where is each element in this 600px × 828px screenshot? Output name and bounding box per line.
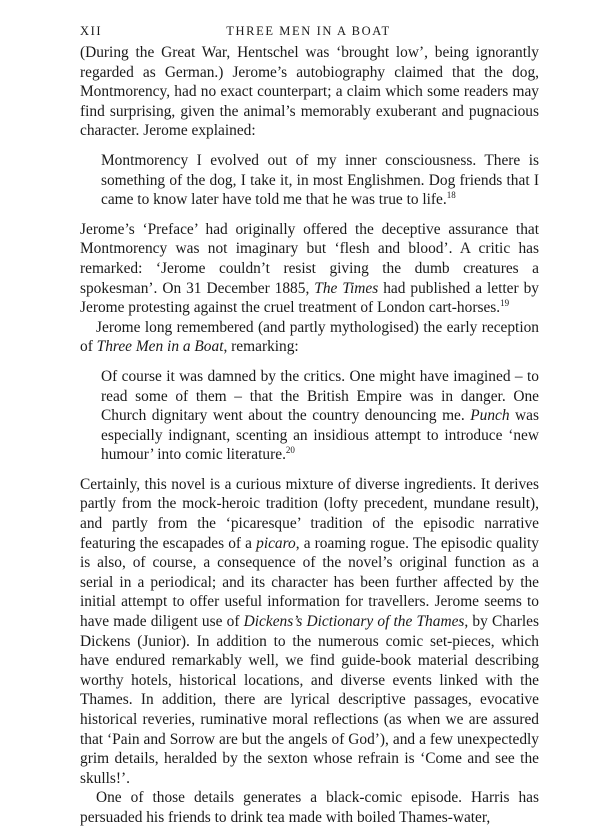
- paragraph-reception: [80, 318, 539, 357]
- italic-title: The Times: [314, 279, 379, 297]
- text-run: (During the Great War, Hentschel was ‘brought low’, being ignorantly regarded as German.) Jerome’s autobiography claimed that the dog, Montmorency, had no exact counterpart; a claim which some readers may find surprising, given the animal’s memorably exuberant and pugnacious character. Jerome explained:: [80, 44, 539, 140]
- page-body: [80, 43, 539, 828]
- text-run: Of course it was damned by the critics. One might have imagined – to read some of them – that the British Empire was in danger. One Church dignitary went about the country denouncing me.: [101, 367, 539, 425]
- text-run: Certainly, this novel is a curious mixture of diverse ingredients. It derives partly from the mock-heroic tradition (lofty precedent, mundane result), and partly from the ‘picaresque’ tradition of the episodic narrative featuring the escapades of a: [80, 475, 539, 552]
- footnote-marker: 20: [285, 445, 295, 456]
- paragraph-preface: [80, 220, 539, 318]
- text-run: , remarking:: [223, 338, 299, 356]
- text-run: , by Charles Dickens (Junior). In addition to the numerous comic set-pieces, which have endured remarkably well, we find guide-book material describing worthy hotels, historical locations, and diverse events linked with the Thames. In addition, there are lyrical descriptive passages, evocative historical reveries, ruminative moral reflections (as when we are assured that ‘Pain and Sorrow are but the angels of God’), and a few unexpectedly grim details, heralded by the sexton whose refrain is ‘Come and see the skulls!’.: [80, 613, 539, 787]
- text-run: One of those details generates a black-comic episode. Harris has persuaded his friends to drink tea made with boiled Thames-water,: [80, 789, 539, 826]
- quote-critics: [101, 367, 539, 465]
- italic-title: Punch: [470, 407, 510, 425]
- paragraph-black-comic: [80, 788, 539, 827]
- paragraph-mixture: [80, 475, 539, 789]
- footnote-marker: 18: [446, 190, 456, 201]
- text-run: was especially indignant, scenting an insidious attempt to introduce ‘new humour’ into comic literature.: [101, 407, 539, 464]
- text-run: Jerome’s ‘Preface’ had originally offered the deceptive assurance that Montmorency was not imaginary but ‘flesh and blood’. A critic has remarked: ‘Jerome couldn’t resist giving the dumb creatures a spokesman’. On 31 December 1885,: [80, 220, 539, 297]
- running-header: [77, 22, 540, 40]
- paragraph-hentschel: [80, 43, 539, 141]
- page-number: XII: [80, 24, 103, 38]
- italic-title: Three Men in a Boat: [96, 338, 224, 356]
- quote-montmorency: [101, 151, 539, 210]
- italic-title: picaro: [256, 534, 296, 552]
- running-title: THREE MEN IN A BOAT: [226, 24, 391, 38]
- text-run: had published a letter by Jerome protesting against the cruel treatment of London cart-horses.: [80, 279, 539, 317]
- italic-title: Dickens’s Dictionary of the Thames: [243, 613, 465, 631]
- text-run: Montmorency I evolved out of my inner consciousness. There is something of the dog, I take it, in most Englishmen. Dog friends that I came to know later have told me that he was true to life.: [101, 151, 539, 209]
- footnote-marker: 19: [500, 298, 510, 308]
- text-run: Jerome long remembered (and partly mythologised) the early reception of: [80, 318, 539, 356]
- text-run: , a roaming rogue. The episodic quality is also, of course, a consequence of the novel’s original function as a serial in a periodical; and its character has been further affected by the initial attempt to offer useful information for travellers. Jerome seems to have made diligent use of: [80, 534, 539, 631]
